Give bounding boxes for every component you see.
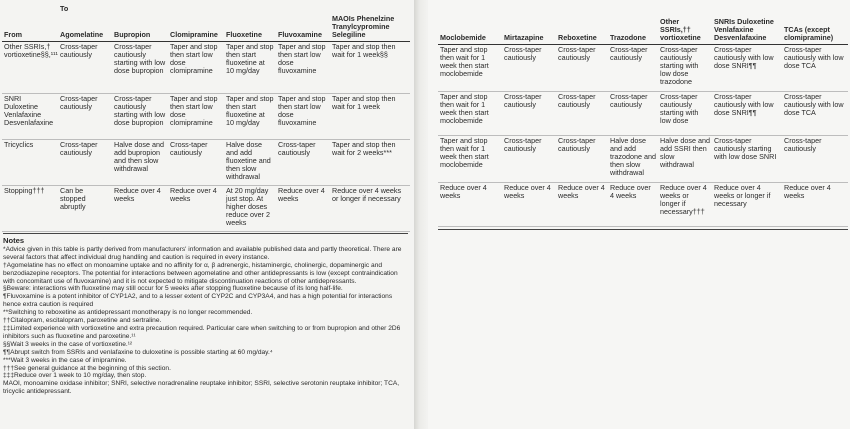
table-cell: Cross-taper cautiously with low dose SNRI¶¶ [712, 44, 782, 91]
table-cell: Reduce over 4 weeks or longer if necessary [330, 185, 410, 231]
from-label: From [2, 14, 58, 41]
note-line: MAOI, monoamine oxidase inhibitor; SNRI, selective noradrenaline reuptake inhibitor; SSRI, selective serotonin reuptake inhibitor; TCA, tricyclic antidepressant. [3, 380, 400, 396]
table-cell: Halve dose and add bupropion and then slow withdrawal [112, 139, 168, 185]
table-cell: Reduce over 4 weeks [112, 185, 168, 231]
table-cell: Taper and stop then wait for 1 week [330, 93, 410, 139]
row-header: Other SSRIs,† vortioxetine§§,¹¹¹ [2, 41, 58, 93]
table-cell: Cross-taper cautiously [58, 139, 112, 185]
table-row [438, 135, 848, 182]
table-cell: Cross-taper cautiously [58, 93, 112, 139]
column-header: Reboxetine [556, 2, 608, 44]
table-cell: Taper and stop then start fluoxetine at 10 mg/day [224, 93, 276, 139]
note-line: §Beware: interactions with fluoxetine may still occur for 5 weeks after stopping fluoxetine because of its long half-life. [3, 285, 343, 293]
table-row [2, 185, 410, 231]
table-cell: Taper and stop then start low dose fluvoxamine [276, 93, 330, 139]
column-header: Bupropion [112, 14, 168, 41]
table-cell: Taper and stop then start low dose clomipramine [168, 41, 224, 93]
table-cell: Reduce over 4 weeks [168, 185, 224, 231]
table-cell: Cross-taper cautiously with low dose SNRI¶¶ [712, 91, 782, 135]
to-label: To [60, 3, 69, 13]
table-row [2, 139, 410, 185]
note-line: ‡‡‡Reduce over 1 week to 10 mg/day, then stop. [3, 372, 147, 380]
table-cell: Reduce over 4 weeks [556, 182, 608, 226]
right-page [428, 0, 850, 429]
table-cell: Cross-taper cautiously [58, 41, 112, 93]
table-cell: Cross-taper cautiously [502, 44, 556, 91]
table-cell: Can be stopped abruptly [58, 185, 112, 231]
table-cell: Reduce over 4 weeks [782, 182, 848, 226]
table-cell: Cross-taper cautiously [502, 91, 556, 135]
table-cell: Cross-taper cautiously [782, 135, 848, 182]
column-header: Mirtazapine [502, 2, 556, 44]
column-header: Other SSRIs,†† vortioxetine [658, 2, 712, 44]
table-cell: Reduce over 4 weeks [502, 182, 556, 226]
table-cell: Cross-taper cautiously starting with low dose trazodone [658, 44, 712, 91]
column-header: Fluvoxamine [276, 14, 330, 41]
table-row [438, 182, 848, 226]
table-cell: Taper and stop then wait for 1 week then start moclobemide [438, 91, 502, 135]
column-header: Agomelatine [58, 14, 112, 41]
note-line: ¶Fluvoxamine is a potent inhibitor of CYP1A2, and to a lesser extent of CYP2C and CYP3A4, and has a high potential for interactions hence extra caution is required [3, 293, 393, 309]
note-line: ‡‡Limited experience with vortioxetine and extra precaution required. Particular care when switching to or from bupropion and other 2D6 inhibitors such as fluoxetine and paroxetine.¹¹ [3, 324, 401, 340]
switching-table-right [438, 2, 848, 227]
table-cell: Taper and stop then start fluoxetine at 10 mg/day [224, 41, 276, 93]
table-cell: Cross-taper cautiously [556, 91, 608, 135]
column-header: Clomipramine [168, 14, 224, 41]
table-cell: Reduce over 4 weeks [276, 185, 330, 231]
table-cell: Cross-taper cautiously starting with low dose [658, 91, 712, 135]
notes-divider [3, 233, 408, 234]
table-row [438, 91, 848, 135]
table-cell: Reduce over 4 weeks or longer if necessary††† [658, 182, 712, 226]
table-cell: Cross-taper cautiously with low dose TCA [782, 44, 848, 91]
note-line: ††Citalopram, escitalopram, paroxetine and sertraline. [3, 317, 162, 325]
table-cell: Taper and stop then start low dose fluvoxamine [276, 41, 330, 93]
table-cell: Cross-taper cautiously with low dose TCA [782, 91, 848, 135]
table-cell: Cross-taper cautiously [608, 91, 658, 135]
notes-section [3, 237, 408, 396]
table-cell: Reduce over 4 weeks [438, 182, 502, 226]
table-row [2, 41, 410, 93]
table-cell: Reduce over 4 weeks [608, 182, 658, 226]
note-line: †Agomelatine has no effect on monoamine uptake and no affinity for α, β adrenergic, histaminergic, cholinergic, dopaminergic and benzodiazepine receptors. The potential for interactions between agomelatine and other antidepressants is low (except contraindication with concomitant use of fluvoxamine) and it is not expected to mitigate discontinuation reactions of other antidepressants. [3, 261, 398, 285]
column-header: TCAs (except clomipramine) [782, 2, 848, 44]
note-line: §§Wait 3 weeks in the case of vortioxetine.¹² [3, 340, 133, 348]
note-line: †††See general guidance at the beginning of this section. [3, 364, 171, 372]
note-line: **Switching to reboxetine as antidepressant monotherapy is no longer recommended. [3, 309, 253, 317]
table-cell: Taper and stop then wait for 1 week§§ [330, 41, 410, 93]
table-cell: Cross-taper cautiously [502, 135, 556, 182]
table-cell: Cross-taper cautiously starting with low dose bupropion [112, 41, 168, 93]
row-header: SNRI Duloxetine Venlafaxine Desvenlafaxine [2, 93, 58, 139]
row-header: Stopping††† [2, 185, 58, 231]
table-row [2, 93, 410, 139]
table-row [438, 44, 848, 91]
column-header: Fluoxetine [224, 14, 276, 41]
table-cell: Cross-taper cautiously [276, 139, 330, 185]
switching-table-left [2, 2, 410, 232]
table-cell: Cross-taper cautiously starting with low dose SNRI [712, 135, 782, 182]
note-line: ¶¶Abrupt switch from SSRIs and venlafaxine to duloxetine is possible starting at 60 mg/day.⁴ [3, 348, 273, 356]
table-cell: Cross-taper cautiously [556, 44, 608, 91]
table-cell: Cross-taper cautiously [168, 139, 224, 185]
note-line: *Advice given in this table is partly derived from manufacturers' information and available published data and partly theoretical. There are several factors that affect individual drug handling and caution is required in every instance. [3, 245, 402, 261]
table-cell: Halve dose and add trazodone and then slow withdrawal [608, 135, 658, 182]
table-cell: Reduce over 4 weeks or longer if necessary [712, 182, 782, 226]
column-header: SNRIs Duloxetine Venlafaxine Desvenlafaxine [712, 2, 782, 44]
note-line: ***Wait 3 weeks in the case of imipramine. [3, 356, 127, 364]
column-header: MAOIs Phenelzine Tranylcypromine Selegiline [330, 14, 410, 41]
table-cell: Halve dose and add SSRI then slow withdrawal [658, 135, 712, 182]
table-cell: Cross-taper cautiously [608, 44, 658, 91]
notes-heading: Notes [3, 236, 25, 245]
column-header: Trazodone [608, 2, 658, 44]
table-cell: Cross-taper cautiously [556, 135, 608, 182]
table-cell: At 20 mg/day just stop. At higher doses reduce over 2 weeks [224, 185, 276, 231]
table-cell: Taper and stop then wait for 2 weeks*** [330, 139, 410, 185]
book-gutter [414, 0, 428, 429]
table-cell: Taper and stop then wait for 1 week then start moclobemide [438, 44, 502, 91]
table-cell: Taper and stop then start low dose clomipramine [168, 93, 224, 139]
table-cell: Halve dose and add fluoxetine and then slow withdrawal [224, 139, 276, 185]
table-cell: Cross-taper cautiously starting with low dose bupropion [112, 93, 168, 139]
row-header: Tricyclics [2, 139, 58, 185]
column-header: Moclobemide [438, 2, 502, 44]
left-page [0, 0, 414, 429]
table-cell: Taper and stop then wait for 1 week then start moclobemide [438, 135, 502, 182]
table-bottom-rule [438, 229, 848, 230]
